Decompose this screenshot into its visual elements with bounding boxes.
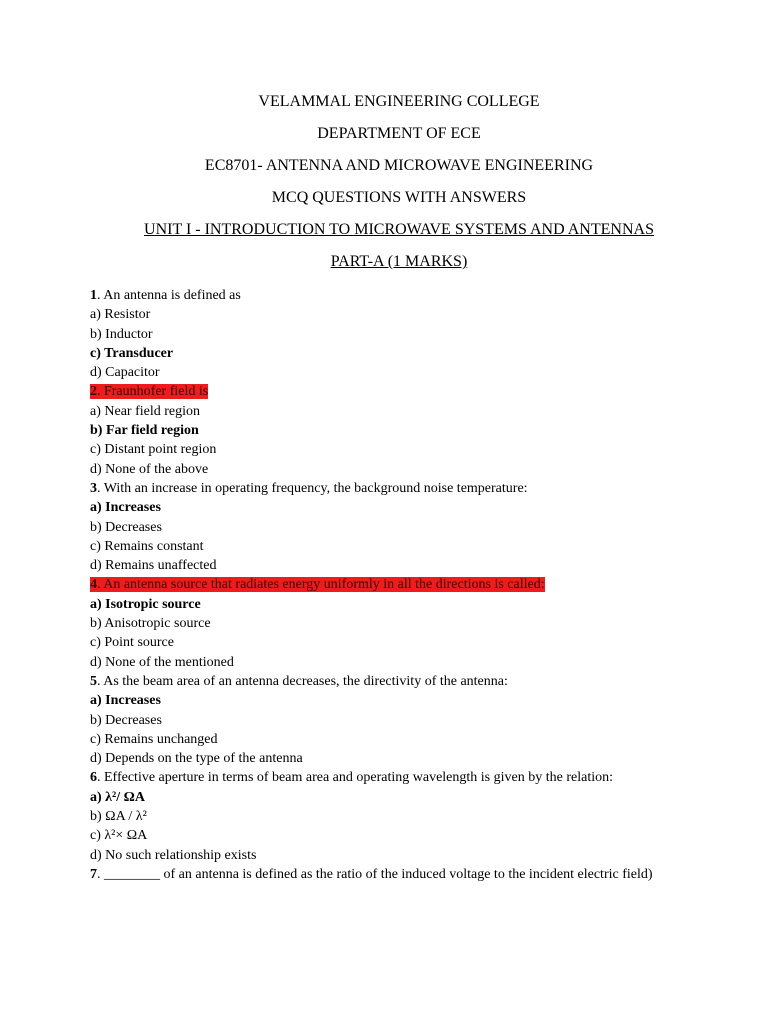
part-title: PART-A (1 MARKS) (330, 253, 468, 270)
answer-option: c) Remains constant (90, 538, 204, 554)
college-name: VELAMMAL ENGINEERING COLLEGE (258, 93, 540, 110)
answer-option: c) Distant point region (90, 442, 217, 458)
course-title: EC8701- ANTENNA AND MICROWAVE ENGINEERING (204, 157, 594, 174)
answer-option-correct: a) Increases (90, 500, 161, 516)
question-number: 7 (90, 866, 97, 882)
answer-option: d) None of the mentioned (90, 654, 234, 670)
answer-option-correct: c) Transducer (90, 345, 174, 361)
question-7 (90, 865, 708, 884)
answer-option: b) Decreases (90, 712, 162, 728)
question-stem: . Effective aperture in terms of beam area and operating wavelength is given by the relation: (97, 770, 613, 786)
answer-option: d) Depends on the type of the antenna (90, 751, 303, 767)
question-stem: . An antenna is defined as (97, 288, 241, 303)
answer-option-correct: a) Isotropic source (90, 596, 201, 612)
highlighted-question-text (90, 384, 208, 399)
answer-option-correct: b) Far field region (90, 423, 199, 439)
question-list (90, 286, 708, 884)
answer-option: c) Remains unchanged (90, 731, 218, 747)
answer-option: b) ΩA / λ² (90, 809, 147, 825)
question-text (90, 481, 528, 496)
answer-option: b) Anisotropic source (90, 616, 211, 632)
answer-option-correct: a) λ²/ ΩA (90, 789, 145, 805)
answer-option: a) Near field region (90, 403, 200, 419)
document-type: MCQ QUESTIONS WITH ANSWERS (271, 189, 527, 206)
question-4 (90, 575, 708, 594)
question-number: 4 (90, 577, 97, 593)
question-number: 1 (90, 288, 97, 303)
question-stem: . ________ of an antenna is defined as the ratio of the induced voltage to the incident electric field) (97, 866, 653, 882)
question-6 (90, 768, 708, 787)
answer-option: d) No such relationship exists (90, 847, 257, 863)
answer-option: b) Inductor (90, 326, 153, 342)
question-text (90, 770, 613, 785)
unit-title: UNIT I - INTRODUCTION TO MICROWAVE SYSTEMS AND ANTENNAS (144, 221, 654, 238)
answer-option: c) Point source (90, 635, 174, 651)
answer-option: d) Capacitor (90, 365, 160, 381)
department-name: DEPARTMENT OF ECE (317, 125, 481, 142)
question-number: 6 (90, 770, 97, 786)
question-text (90, 867, 653, 882)
answer-option: a) Resistor (90, 307, 151, 323)
answer-option: d) None of the above (90, 461, 209, 477)
document-header (90, 92, 708, 272)
question-1 (90, 286, 708, 305)
question-number: 5 (90, 673, 97, 689)
question-text (90, 674, 508, 689)
answer-option: b) Decreases (90, 519, 162, 535)
answer-option: d) Remains unaffected (90, 558, 217, 574)
question-stem: . With an increase in operating frequency, the background noise temperature: (97, 480, 528, 496)
answer-option: c) λ²× ΩA (90, 828, 148, 844)
question-stem: . As the beam area of an antenna decreases, the directivity of the antenna: (97, 673, 508, 689)
question-number: 3 (90, 480, 97, 496)
question-text (90, 288, 241, 303)
question-stem: . An antenna source that radiates energy uniformly in all the directions is called: (97, 577, 545, 593)
question-3 (90, 479, 708, 498)
question-number: 2 (90, 384, 97, 400)
highlighted-question-text (90, 577, 545, 592)
question-2 (90, 382, 708, 401)
question-5 (90, 672, 708, 691)
answer-option-correct: a) Increases (90, 693, 161, 709)
question-stem: . Fraunhofer field is (97, 384, 209, 400)
